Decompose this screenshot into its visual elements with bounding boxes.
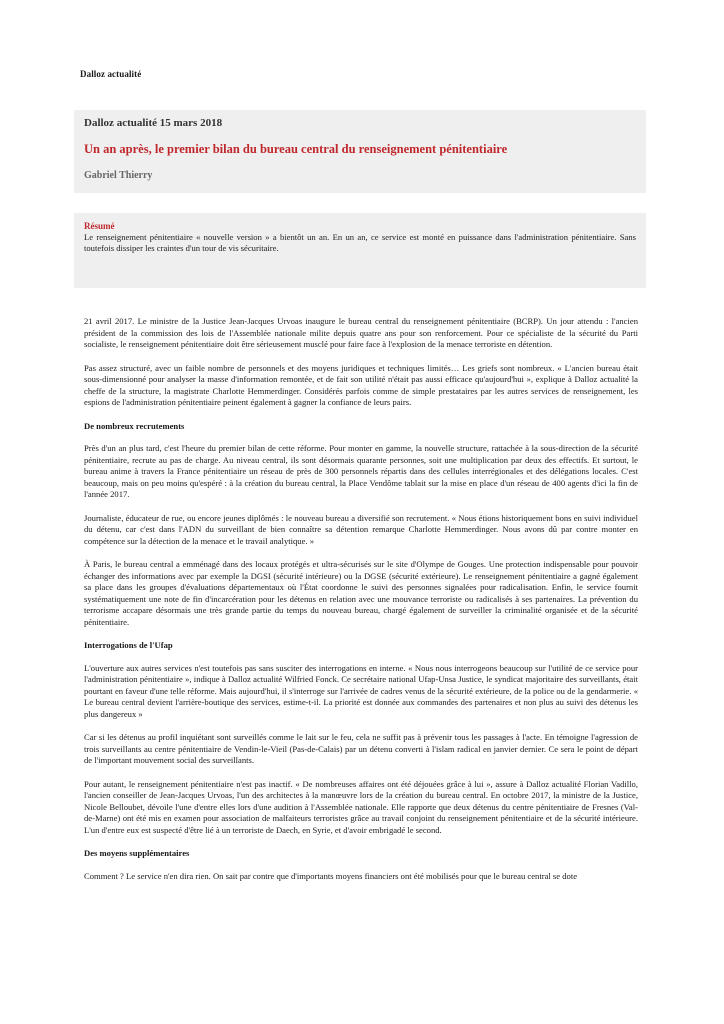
publication-header: Dalloz actualité [80, 69, 142, 79]
body-paragraph: 21 avril 2017. Le ministre de la Justice Jean-Jacques Urvoas inaugure le bureau central du renseignement pénitentiaire (BCRP). Un jour attendu : l'ancien président de la commission des lois de l'Assemblée nationale milite depuis quatre ans pour son renforcement. Pour ce spécialiste de la sécurité du Parti socialiste, le renseignement pénitentiaire doit être sérieusement musclé pour faire face à l'explosion de la menace terroriste en détention. [84, 316, 638, 349]
article-title-box [74, 110, 646, 193]
article-title: Un an après, le premier bilan du bureau central du renseignement pénitentiaire [84, 142, 508, 156]
summary-label: Résumé [84, 221, 115, 231]
section-heading: Interrogations de l'Ufap [84, 640, 173, 650]
body-paragraph: L'ouverture aux autres services n'est toutefois pas sans susciter des interrogations en interne. « Nous nous interrogeons beaucoup sur l'utilité de ce service pour l'administration pénitentiaire », indique à Dalloz actualité Wilfried Fonck. Ce secrétaire national Ufap-Unsa Justice, le syndicat majoritaire des surveillants, était pourtant en faveur d'une telle réforme. Mais aujourd'hui, il s'interroge sur l'arrivée de cadres venus de la sécurité extérieure, de la police ou de la gendarmerie. « Le bureau central devient l'arrière-boutique des services, estime-t-il. La priorité est donnée aux commandes des partenaires et non plus au suivi des détenus les plus dangereux » [84, 662, 638, 719]
section-heading: Des moyens supplémentaires [84, 848, 190, 858]
article-body [84, 316, 638, 894]
body-paragraph: Car si les détenus au profil inquiétant sont surveillés comme le lait sur le feu, cela ne suffit pas à prévenir tous les passages à l'acte. En témoigne l'agression de trois surveillants au centre pénitentiaire de Vendin-le-Vieil (Pas-de-Calais) par un détenu converti à l'islam radical en janvier dernier. Ce sera le point de départ de l'important mouvement social des surveillants. [84, 732, 638, 765]
body-paragraph: Journaliste, éducateur de rue, ou encore jeunes diplômés : le nouveau bureau a diversifié son recrutement. « Nous étions historiquement bons en suivi individuel du détenu, car c'est dans l'ADN du surveillant de bien connaître sa détention remarque Charlotte Hemmerdinger. Nous avons dû par contre monter en compétence sur la détection de la menace et le travail analytique. » [84, 512, 638, 546]
body-paragraph: Comment ? Le service n'en dira rien. On sait par contre que d'importants moyens financiers ont été mobilisés pour que le bureau central se dote [84, 870, 578, 881]
body-paragraph: Pour autant, le renseignement pénitentiaire n'est pas inactif. « De nombreuses affaires ont été déjouées grâce à lui », assure à Dalloz actualité Florian Vadillo, l'ancien conseiller de Jean-Jacques Urvoas, l'un des architectes à la manœuvre lors de la création du bureau central. En octobre 2017, la ministre de la Justice, Nicole Belloubet, dévoile l'une d'entre elles lors d'une audition à l'Assemblée nationale. Elle rapporte que deux détenus du centre pénitentiaire de Fresnes (Val-de-Marne) ont été mis en examen pour association de malfaiteurs terroristes grâce au travail conjoint du renseignement pénitentiaire et de la sécurité intérieure. L'un d'entre eux est suspecté d'être lié à un terroriste de Daech, en Syrie, et d'avoir embrigadé le second. [84, 778, 638, 835]
body-paragraph: À Paris, le bureau central a emménagé dans des locaux protégés et ultra-sécurisés sur le site d'Olympe de Gouges. Une protection indispensable pour pouvoir échanger des informations avec par exemple la DGSI (sécurité intérieure) ou la DGSE (sécurité extérieure). Le renseignement pénitentiaire a gagné également sa place dans les groupes d'évaluations départementaux où l'État coordonne le suivi des personnes signalées pour radicalisation. Enfin, le service fournit systématiquement une note de fin d'incarcération pour les détenus en relation avec une mouvance terroriste ou radicalisés à ses partenaires. La prévention du terrorisme accapare désormais une très grande partie du temps du nouveau bureau, chargé également de surveiller la criminalité organisée et de la sécurité pénitentiaire. [84, 559, 638, 627]
source-date-line: Dalloz actualité 15 mars 2018 [84, 117, 223, 129]
summary-text: Le renseignement pénitentiaire « nouvelle version » a bientôt un an. En un an, ce service est monté en puissance dans l'administration pénitentiaire. Sans toutefois dissiper les craintes d'un tour de vis sécuritaire. [84, 232, 636, 253]
body-paragraph: Pas assez structuré, avec un faible nombre de personnels et des moyens juridiques et techniques limités… Les griefs sont nombreux. « L'ancien bureau était sous-dimensionné pour analyser la masse d'information remontée, et de fait son utilité n'était pas aussi efficace qu'aujourd'hui », explique à Dalloz actualité la cheffe de la structure, la magistrate Charlotte Hemmerdinger. Considérés parfois comme de simple prestataires par les autres services de renseignement, les espions de l'administration pénitentiaire peinent également à gagner la confiance de leurs pairs. [84, 362, 638, 407]
section-heading: De nombreux recrutements [84, 420, 185, 431]
article-author: Gabriel Thierry [84, 170, 153, 181]
body-paragraph: Près d'un an plus tard, c'est l'heure du premier bilan de cette réforme. Pour monter en gamme, la nouvelle structure, rattachée à la sous-direction de la sécurité pénitentiaire, recrute au pas de charge. Au niveau central, ils sont désormais quarante personnes, soit une multiplication par deux des effectifs. Et surtout, le bureau anime à travers la France pénitentiaire un réseau de près de 300 personnels répartis dans des cellules interrégionales et des délégations locales. C'est beaucoup, mais on peu moins qu'espéré : à la création du bureau central, la Place Vendôme tablait sur la mise en place d'un réseau de 400 agents d'ici la fin de l'année 2017. [84, 443, 638, 499]
summary-box [74, 213, 646, 288]
